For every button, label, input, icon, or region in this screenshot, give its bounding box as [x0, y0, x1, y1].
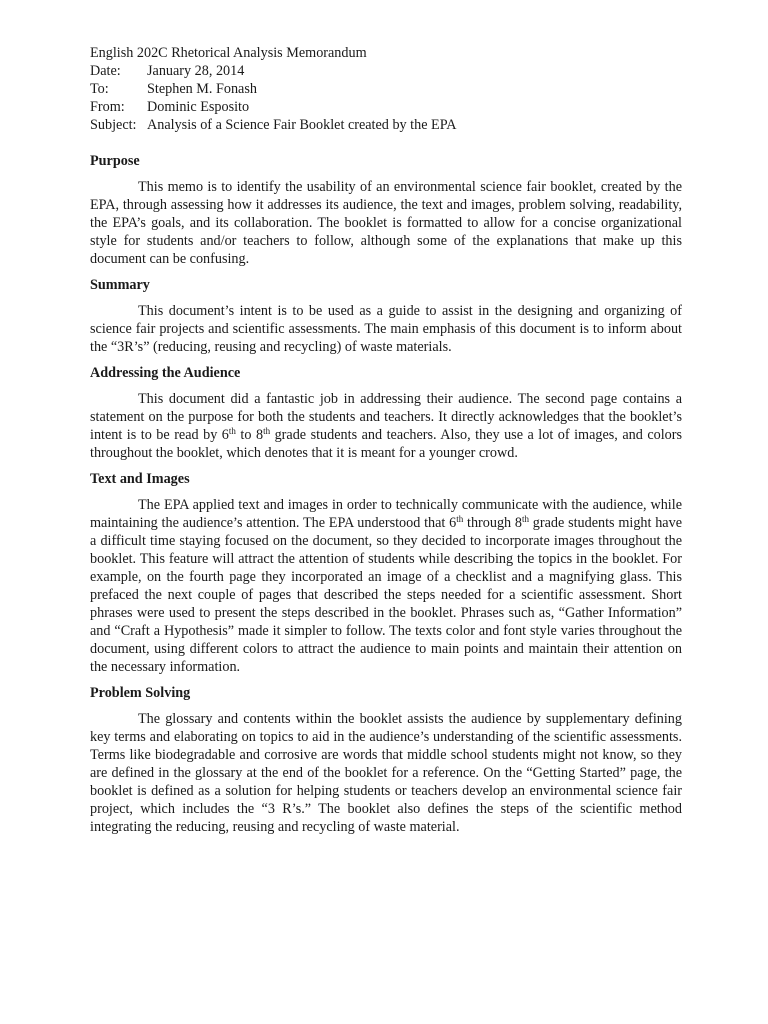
memo-to-value: Stephen M. Fonash: [147, 81, 257, 97]
text-images-text-2: through 8: [463, 515, 523, 531]
memo-subject-label: Subject:: [90, 117, 137, 133]
purpose-paragraph: This memo is to identify the usability of an environmental science fair booklet, created by the EPA, through assessing how it addresses its audience, the text and images, problem solving, readability, the EPA’s goals, and its collaboration. The booklet is formatted to allow for a concise organizational style for students and/or teachers to follow, although some of the explanations that make up this document can be confusing.: [90, 179, 682, 267]
audience-sup-2: th: [263, 426, 271, 436]
problem-solving-paragraph: The glossary and contents within the booklet assists the audience by supplementary defining key terms and elaborating on topics to aid in the audience’s understanding of the scientific assessments. Terms like biodegradable and corrosive are words that middle school students might not know, so they are defined in the glossary at the end of the booklet for a reference. On the “Getting Started” page, the booklet is defined as a solution for helping students or teachers develop an environmental science fair project, which includes the “3 R’s.” The booklet also defines the steps of the scientific method integrating the reducing, reusing and recycling of waste material.: [90, 711, 682, 835]
memo-to-line: [90, 80, 682, 98]
memo-to-label: To:: [90, 81, 109, 97]
summary-paragraph: This document’s intent is to be used as a guide to assist in the designing and organizing of science fair projects and scientific assessments. The main emphasis of this document is to inform about the “3R’s” (reducing, reusing and recycling) of waste materials.: [90, 303, 682, 355]
text-images-heading: Text and Images: [90, 471, 190, 487]
memo-title: English 202C Rhetorical Analysis Memorandum: [90, 45, 367, 61]
memo-date-label: Date:: [90, 63, 121, 79]
text-images-text-3: grade students might have a difficult time staying focused on the document, so they decided to incorporate images throughout the booklet. This feature will attract the attention of students while describing the topics in the booklet. For example, on the fourth page they incorporated an image of a checklist and a magnifying glass. This prefaced the next couple of pages that described the steps needed for a scientific assessment. Short phrases were used to present the steps described in the booklet. Phrases such as, “Gather Information” and “Craft a Hypothesis” made it simpler to follow. The texts color and font style varies throughout the document, using different colors to attract the audience to main points and maintain their attention on the necessary information.: [90, 515, 682, 675]
audience-heading: Addressing the Audience: [90, 365, 241, 381]
audience-sup-1: th: [228, 426, 236, 436]
memo-subject-value: Analysis of a Science Fair Booklet created by the EPA: [147, 117, 457, 133]
memo-from-label: From:: [90, 99, 125, 115]
text-images-sup-2: th: [522, 514, 530, 524]
audience-text-1: This document did a fantastic job in addressing their audience. The second page contains a statement on the purpose for both the students and teachers. It directly acknowledges that the booklet’s intent is to be read by 6: [90, 391, 682, 443]
text-images-text-1: The EPA applied text and images in order to technically communicate with the audience, while maintaining the audience’s attention. The EPA understood that 6: [90, 497, 682, 531]
text-images-paragraph: [90, 496, 682, 676]
audience-paragraph: [90, 390, 682, 462]
audience-text-3: grade students and teachers. Also, they use a lot of images, and colors throughout the booklet, which denotes that it is meant for a younger crowd.: [90, 427, 682, 461]
memo-date-value: January 28, 2014: [147, 63, 245, 79]
memo-page: [90, 44, 682, 836]
memo-subject-line: [90, 116, 682, 134]
summary-heading: Summary: [90, 277, 150, 293]
audience-text-2: to 8: [235, 427, 264, 443]
memo-from-value: Dominic Esposito: [147, 99, 250, 115]
memo-date-line: [90, 62, 682, 80]
text-images-sup-1: th: [456, 514, 464, 524]
purpose-heading: Purpose: [90, 153, 140, 169]
memo-from-line: [90, 98, 682, 116]
problem-solving-heading: Problem Solving: [90, 685, 191, 701]
